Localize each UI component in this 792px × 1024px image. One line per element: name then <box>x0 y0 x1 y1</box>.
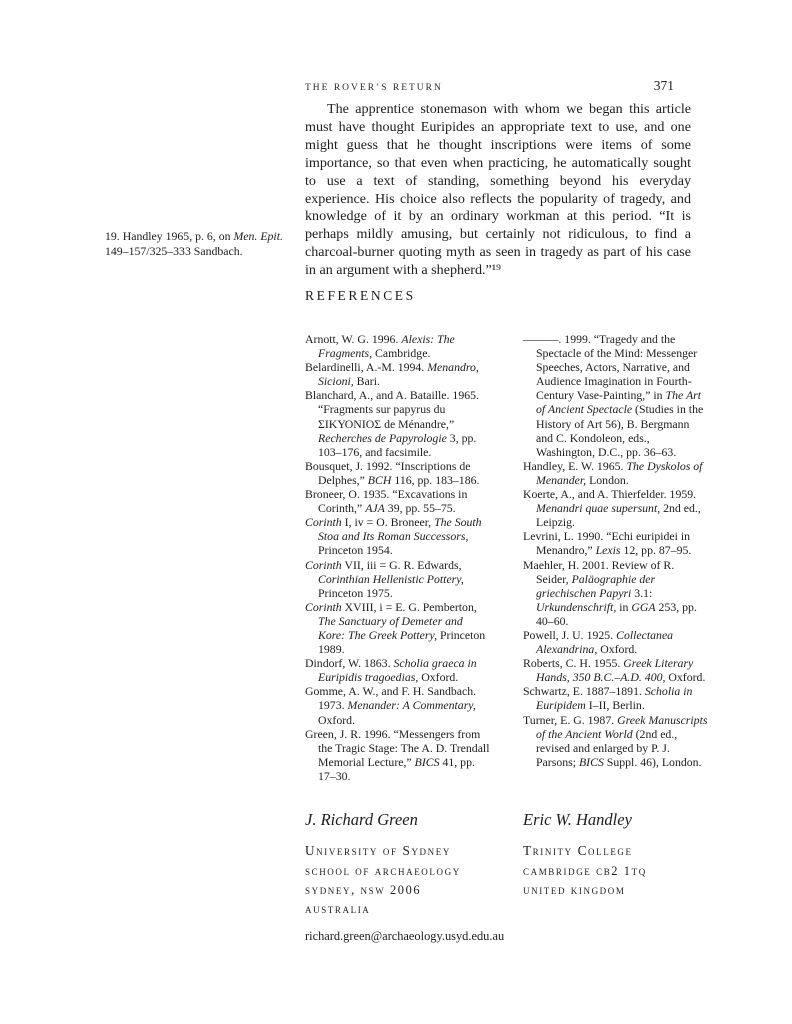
references-section <box>305 332 709 783</box>
text-segment: (Studies in the History of Art 56), B. Bergmann and C. Kondoleon, eds., Washington, D.C., pp. 36–63. <box>536 402 704 459</box>
italic-text-segment: Corinth <box>305 515 342 530</box>
reference-entry <box>305 388 490 458</box>
reference-entry <box>523 332 708 459</box>
italic-text-segment: Menandro, Sicioni, <box>318 360 479 389</box>
text-segment: Oxford. <box>665 670 706 685</box>
italic-text-segment: Menandri quae supersunt, <box>536 501 661 516</box>
running-head-title: THE ROVER’S RETURN <box>305 83 443 93</box>
reference-entry <box>305 558 490 600</box>
author-block-green <box>305 810 523 944</box>
text-segment: 149–157/325–333 Sandbach. <box>105 244 243 259</box>
affiliation-line: united kingdom <box>523 882 626 897</box>
text-segment: Broneer, O. 1935. “Excavations in Corinth,” <box>305 487 468 516</box>
references-column-right <box>523 332 708 783</box>
reference-entry <box>523 529 708 557</box>
body-paragraph: The apprentice stonemason with whom we began this article must have thought Euripides an appropriate text to use, and one might guess that he thought inscriptions were items of some importance, so that even when practicing, he automatically sought to use a text of standing, something beyond his everyday experience. His choice also reflects the popularity of tragedy, and knowledge of it by an ordinary workman at this period. “It is perhaps mildly amusing, but certainly not ridiculous, to find a charcoal-burner quoting myth as seen in tragedy as part of his case in an argument with a shepherd.”¹⁹ <box>305 101 691 279</box>
italic-text-segment: The Art of Ancient Spectacle <box>536 388 702 417</box>
italic-text-segment: Paläographie der griechischen Papyri <box>536 571 656 600</box>
text-segment: Princeton 1954. <box>318 543 393 558</box>
text-segment: ———. 1999. “Tragedy and the Spectacle of the Mind: Messenger Speeches, Actors, Narrative, and Audience Imagination in Fourth-Century Vase-Painting,” in <box>523 332 698 403</box>
italic-text-segment: GGA <box>631 599 656 614</box>
reference-entry <box>305 515 490 557</box>
italic-text-segment: The South Stoa and Its Roman Successors, <box>318 515 482 544</box>
text-segment: Levrini, L. 1990. “Echi euripidei in Menandro,” <box>523 529 691 558</box>
italic-text-segment: Lexis <box>595 543 621 558</box>
text-segment: Oxford. <box>597 642 638 657</box>
page-number: 371 <box>653 78 674 93</box>
text-segment: Oxford. <box>318 712 356 727</box>
text-segment: 19. Handley 1965, p. 6, on <box>105 229 234 243</box>
text-segment: 41, pp. 17–30. <box>318 754 475 783</box>
italic-text-segment: BCH <box>367 472 392 487</box>
author-email: richard.green@archaeology.usyd.edu.au <box>305 928 505 943</box>
reference-entry <box>523 656 708 684</box>
text-segment: Maehler, H. 2001. Review of R. Seider, <box>523 557 675 586</box>
text-segment: I–II, Berlin. <box>585 698 645 713</box>
text-segment: Oxford. <box>418 670 459 685</box>
reference-entry <box>523 487 708 529</box>
reference-entry <box>305 360 490 388</box>
reference-entry <box>523 713 708 769</box>
reference-entry <box>305 332 490 360</box>
text-segment: Green, J. R. 1996. “Messengers from the Tragic Stage: The A. D. Trendall Memorial Lecture,” <box>305 726 490 769</box>
text-segment: 2nd ed., Leipzig. <box>536 501 701 530</box>
italic-text-segment: Greek Manuscripts of the Ancient World <box>536 712 708 741</box>
references-column-left <box>305 332 490 783</box>
author-name-green: J. Richard Green <box>305 810 418 829</box>
author-signatures <box>305 810 709 944</box>
text-segment: Suppl. 46), London. <box>603 754 702 769</box>
text-segment: VII, iii = G. R. Edwards, <box>341 557 462 572</box>
italic-text-segment: Scholia graeca in Euripidis tragoedias, <box>318 656 477 685</box>
italic-text-segment: The Dyskolos of Menander, <box>536 458 703 487</box>
italic-text-segment: Corinthian Hellenistic Pottery, <box>318 571 464 586</box>
italic-text-segment: The Sanctuary of Demeter and Kore: The Greek Pottery, <box>318 613 463 642</box>
references-heading: REFERENCES <box>305 288 416 303</box>
text-segment: Bari. <box>353 374 380 389</box>
text-segment: 3, pp. 103–176, and facsimile. <box>318 430 477 459</box>
reference-entry <box>305 600 490 656</box>
italic-text-segment: Men. Epit. <box>233 229 283 243</box>
affiliation-line: sydney, nsw 2006 <box>305 882 422 897</box>
reference-entry <box>305 727 490 783</box>
text-segment: Princeton 1975. <box>318 585 393 600</box>
italic-text-segment: BICS <box>414 754 440 769</box>
text-segment: Cambridge. <box>372 346 431 361</box>
text-segment: Blanchard, A., and A. Bataille. 1965. “Fragments sur papyrus du ΣΙΚΥΟΝΙΟΣ de Ménandre,” <box>305 388 479 431</box>
italic-text-segment: BICS <box>578 754 604 769</box>
italic-text-segment: Urkundenschrift, <box>536 599 617 614</box>
reference-entry <box>305 459 490 487</box>
text-segment: in <box>616 599 632 614</box>
text-segment: 39, pp. 55–75. <box>384 501 456 516</box>
reference-entry <box>305 684 490 726</box>
italic-text-segment: Corinth <box>305 599 342 614</box>
text-segment: Handley, E. W. 1965. <box>523 458 627 473</box>
reference-entry <box>523 628 708 656</box>
affiliation-line: University of Sydney <box>305 843 451 858</box>
affiliation-line: school of archaeology <box>305 863 461 878</box>
reference-entry <box>305 487 490 515</box>
italic-text-segment: Corinth <box>305 557 342 572</box>
text-segment: Bousquet, J. 1992. “Inscriptions de Delphes,” <box>305 458 471 487</box>
italic-text-segment: Recherches de Papyrologie <box>318 430 447 445</box>
italic-text-segment: Collectanea Alexandrina, <box>536 627 674 657</box>
reference-entry <box>523 684 708 712</box>
text-segment: XVIII, i = E. G. Pemberton, <box>341 599 477 614</box>
text-segment: 12, pp. 87–95. <box>620 543 692 558</box>
text-segment: Koerte, A., and A. Thierfelder. 1959. <box>523 487 697 502</box>
author-name-handley: Eric W. Handley <box>523 810 632 829</box>
italic-text-segment: Menander: A Commentary, <box>347 698 476 713</box>
text-segment: Belardinelli, A.-M. 1994. <box>305 360 428 375</box>
italic-text-segment: AJA <box>365 501 385 516</box>
italic-text-segment: Greek Literary Hands, 350 B.C.–A.D. 400, <box>536 656 694 685</box>
text-segment: Powell, J. U. 1925. <box>523 627 617 642</box>
text-segment: 3.1: <box>631 585 653 600</box>
running-head <box>305 78 691 94</box>
margin-footnote <box>105 229 291 259</box>
text-segment: 253, pp. 40–60. <box>536 599 697 628</box>
text-segment: Dindorf, W. 1863. <box>305 656 394 671</box>
text-segment: (2nd ed., revised and enlarged by P. J. Parsons; <box>536 726 678 769</box>
affiliation-line: australia <box>305 901 371 916</box>
author-block-handley <box>523 810 709 944</box>
reference-entry <box>305 656 490 684</box>
text-segment: Arnott, W. G. 1996. <box>305 332 402 346</box>
affiliation-line: cambridge cb2 1tq <box>523 863 647 878</box>
text-segment: Gomme, A. W., and F. H. Sandbach. 1973. <box>305 684 477 713</box>
text-segment: Roberts, C. H. 1955. <box>523 656 624 671</box>
text-segment: Schwartz, E. 1887–1891. <box>523 684 645 699</box>
italic-text-segment: Alexis: The Fragments, <box>318 332 455 361</box>
affiliation-line: Trinity College <box>523 843 633 858</box>
text-segment: Princeton 1989. <box>318 627 486 657</box>
text-segment: Turner, E. G. 1987. <box>523 712 618 727</box>
text-segment: I, iv = O. Broneer, <box>341 515 435 530</box>
reference-entry <box>523 459 708 487</box>
italic-text-segment: Scholia in Euripidem <box>536 684 693 713</box>
reference-entry <box>523 558 708 628</box>
text-segment: London. <box>586 472 629 487</box>
text-segment: 116, pp. 183–186. <box>391 472 480 487</box>
